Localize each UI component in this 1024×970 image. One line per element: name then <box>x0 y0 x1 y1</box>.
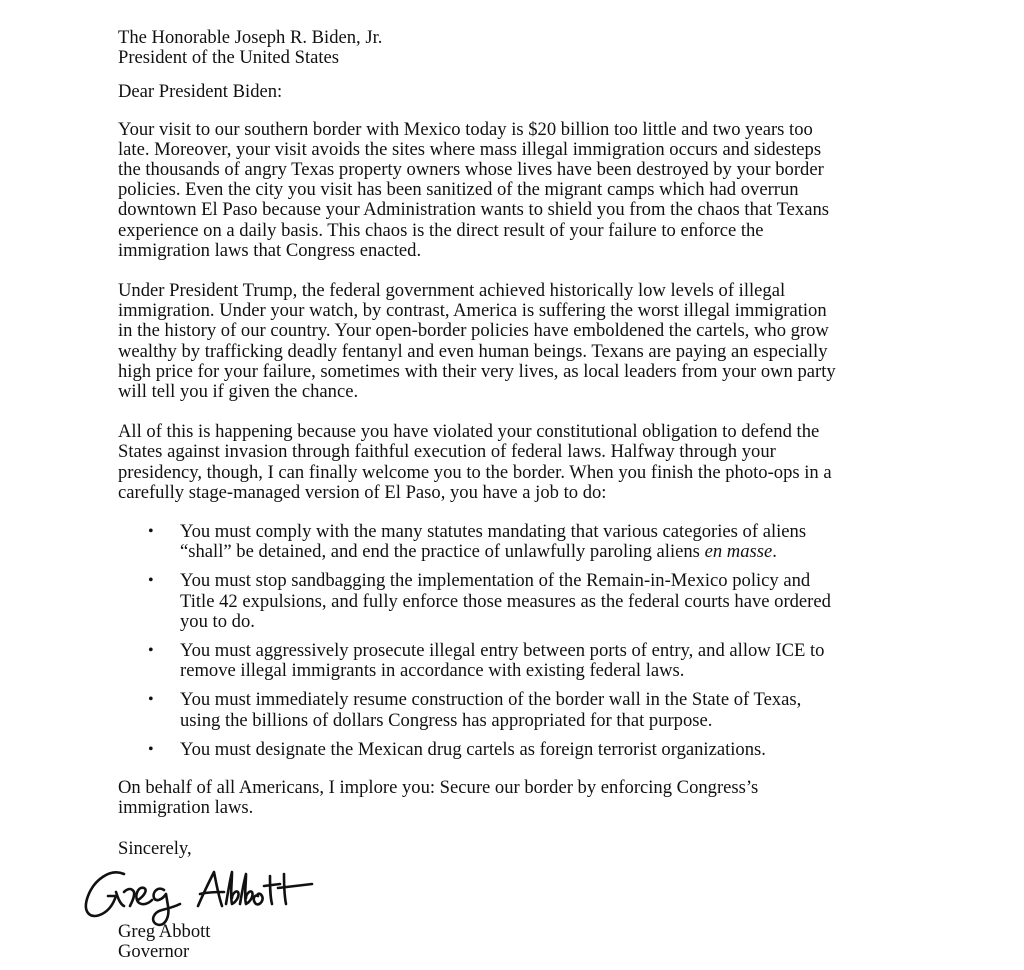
text-line: presidency, though, I can finally welcome you to the border. When you finish the photo-ops in a <box>118 461 832 483</box>
text-line: Your visit to our southern border with Mexico today is $20 billion too little and two years too <box>118 118 813 140</box>
paragraph-1 <box>118 120 918 261</box>
text-line: remove illegal immigrants in accordance with existing federal laws. <box>180 660 685 682</box>
text-line: late. Moreover, your visit avoids the sites where mass illegal immigration occurs and sidesteps <box>118 138 822 160</box>
italic-phrase: en masse <box>704 541 773 563</box>
text-line: high price for your failure, sometimes with their very lives, as local leaders from your own party <box>118 360 836 382</box>
paragraph-3 <box>118 422 918 503</box>
text-line: You must stop sandbagging the implementation of the Remain-in-Mexico policy and <box>180 570 811 592</box>
text-line: downtown El Paso because your Administration wants to shield you from the chaos that Texans <box>118 199 830 221</box>
bullet-icon: • <box>148 642 154 660</box>
text-line: On behalf of all Americans, I implore you: Secure our border by enforcing Congress’s <box>118 777 759 799</box>
bullet-icon: • <box>148 740 154 758</box>
bullet-icon: • <box>148 572 154 590</box>
text-line: in the history of our country. Your open-border policies have emboldened the cartels, who grow <box>118 320 829 342</box>
text-segment: “shall” be detained, and end the practice of unlawfully paroling aliens <box>180 541 705 563</box>
text-line: experience on a daily basis. This chaos is the direct result of your failure to enforce the <box>118 219 764 241</box>
bullet-icon: • <box>148 523 154 541</box>
letter-body <box>118 28 918 859</box>
signer-block <box>118 922 210 962</box>
list-item <box>118 740 918 760</box>
addressee-block <box>118 28 918 68</box>
text-line: immigration laws that Congress enacted. <box>118 239 422 261</box>
text-line: using the billions of dollars Congress has appropriated for that purpose. <box>180 709 713 731</box>
signoff: Sincerely, <box>118 837 192 859</box>
text-line <box>180 542 918 562</box>
text-line: policies. Even the city you visit has been sanitized of the migrant camps which had overrun <box>118 179 799 201</box>
text-line: All of this is happening because you have violated your constitutional obligation to defend the <box>118 421 820 443</box>
bullet-icon: • <box>148 691 154 709</box>
text-line: will tell you if given the chance. <box>118 381 359 403</box>
list-item <box>118 522 918 562</box>
text-line: States against invasion through faithful execution of federal laws. Halfway through your <box>118 441 776 463</box>
addressee-title: President of the United States <box>118 47 340 69</box>
text-line: You must aggressively prosecute illegal entry between ports of entry, and allow ICE to <box>180 640 825 662</box>
list-item <box>118 641 918 681</box>
text-line: the thousands of angry Texas property owners whose lives have been destroyed by your border <box>118 159 824 181</box>
text-line: you to do. <box>180 610 255 632</box>
closing-paragraph <box>118 778 918 818</box>
salutation: Dear President Biden: <box>118 81 283 103</box>
paragraph-2 <box>118 281 918 402</box>
signer-title: Governor <box>118 941 190 963</box>
text-line: immigration laws. <box>118 797 254 819</box>
text-line: You must designate the Mexican drug cartels as foreign terrorist organizations. <box>180 738 766 760</box>
text-line: You must comply with the many statutes mandating that various categories of aliens <box>180 521 807 543</box>
text-line: Under President Trump, the federal government achieved historically low levels of illegal <box>118 280 786 302</box>
text-line: immigration. Under your watch, by contrast, America is suffering the worst illegal immigration <box>118 300 827 322</box>
text-line: You must immediately resume construction of the border wall in the State of Texas, <box>180 689 802 711</box>
signer-name: Greg Abbott <box>118 921 211 942</box>
list-item <box>118 571 918 632</box>
text-line: wealthy by trafficking deadly fentanyl and even human beings. Texans are paying an especially <box>118 340 828 362</box>
demands-list <box>118 522 918 760</box>
addressee-name: The Honorable Joseph R. Biden, Jr. <box>118 27 383 48</box>
list-item <box>118 690 918 730</box>
text-line: Title 42 expulsions, and fully enforce those measures as the federal courts have ordered <box>180 590 831 612</box>
text-line: carefully stage-managed version of El Paso, you have a job to do: <box>118 481 607 503</box>
text-segment: . <box>772 541 777 563</box>
